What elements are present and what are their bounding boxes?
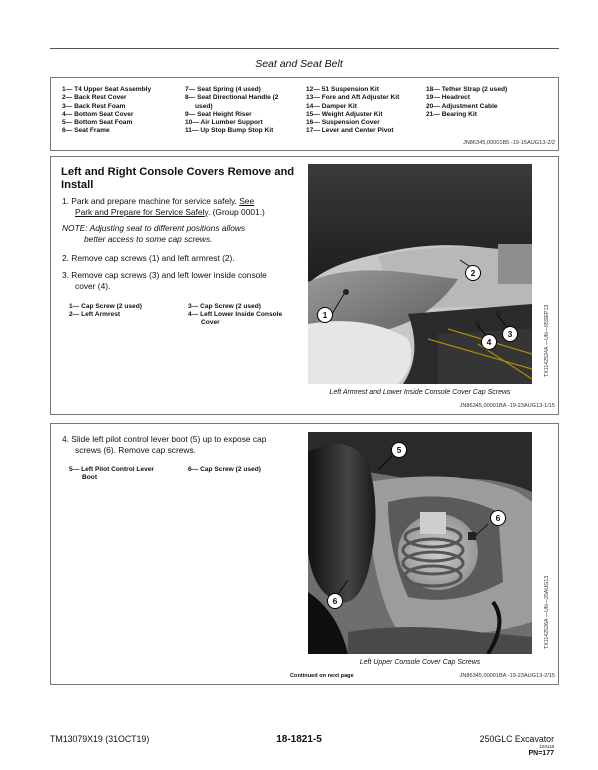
- figure-armrest-photo: [308, 164, 532, 384]
- legend-item: 15— Weight Adjuster Kit: [306, 110, 383, 118]
- note-line-2: better access to some cap screws.: [84, 233, 213, 244]
- legend-item: 11— Up Stop Bump Stop Kit: [185, 127, 274, 135]
- legend-item: 12— 51 Suspension Kit: [306, 86, 379, 93]
- figure-code: TX1142524A —UN—05SEP13: [544, 304, 550, 377]
- step-1-group: . (Group 0001.): [207, 206, 265, 217]
- legend-item: 6— Seat Frame: [62, 127, 110, 135]
- legend-item: 13— Fore and Aft Adjuster Kit: [306, 94, 400, 102]
- step-3-line-1: 3. Remove cap screws (3) and left lower inside console: [62, 270, 267, 280]
- legend-item: Cover: [201, 319, 220, 326]
- legend-col-3: [306, 86, 399, 136]
- legend-item: 6— Cap Screw (2 used): [188, 466, 261, 473]
- figure-caption: Left Armrest and Lower Inside Console Cover Cap Screws: [329, 389, 511, 396]
- callout-3: 3: [502, 326, 518, 342]
- legend-item: 7— Seat Spring (4 used): [185, 86, 261, 93]
- figure-caption: Left Upper Console Cover Cap Screws: [359, 659, 481, 666]
- legend-item: 3— Back Rest Foam: [62, 102, 126, 110]
- legend-item: Boot: [82, 474, 98, 481]
- legend-item: 17— Lever and Center Pivot: [306, 127, 394, 135]
- fig1-legend-left: [69, 303, 142, 319]
- page-number: 18-1821-5: [276, 734, 322, 745]
- legend-item: 19— Headrect: [426, 94, 470, 102]
- legend-item: 10— Air Lumber Support: [185, 119, 263, 127]
- step-3: [62, 270, 267, 291]
- callout-6: 6: [490, 510, 506, 526]
- legend-item: 5— Left Pilot Control Lever: [69, 466, 154, 473]
- procedure-title: Left and Right Console Covers Remove and Install: [61, 166, 295, 191]
- reference-code: JN86345,00001B5 -19-15AUG13-2/2: [462, 140, 555, 146]
- model-name: 250GLC Excavator: [479, 734, 554, 744]
- figure-code: TX1142526A —UN—20AUG13: [544, 575, 550, 649]
- legend-item: 14— Damper Kit: [306, 102, 357, 110]
- legend-item: 1— T4 Upper Seat Assembly: [62, 86, 152, 93]
- legend-item: 18— Tether Strap (2 used): [426, 86, 508, 93]
- legend-item: 4— Bottom Seat Cover: [62, 110, 134, 118]
- pn-label: PN=177: [528, 750, 554, 757]
- legend-item: 4— Left Lower Inside Console: [188, 311, 283, 318]
- callout-2: 2: [465, 265, 481, 281]
- header-rule: [50, 48, 559, 49]
- legend-col-4: [426, 86, 507, 119]
- legend-item: 1— Cap Screw (2 used): [69, 303, 142, 310]
- note: [62, 223, 245, 244]
- continued-note: Continued on next page: [290, 673, 354, 679]
- step-4-line-2: screws (6). Remove cap screws.: [75, 444, 196, 455]
- fig2-legend-right: [188, 466, 261, 474]
- step-2: 2. Remove cap screws (1) and left armrest (2).: [62, 253, 235, 263]
- see-link[interactable]: See: [239, 196, 255, 206]
- fig2-legend-left: [69, 466, 154, 482]
- step-3-line-2: cover (4).: [75, 280, 111, 291]
- legend-item: 9— Seat Height Riser: [185, 110, 252, 118]
- note-line-1: NOTE: Adjusting seat to different positions allows: [62, 223, 246, 233]
- reference-code: JN86345,00001BA -19-23AUG13-1/15: [459, 403, 555, 409]
- legend-item: 2— Back Rest Cover: [62, 94, 127, 102]
- section-title: Seat and Seat Belt: [255, 58, 343, 70]
- legend-item: 16— Suspension Cover: [306, 119, 380, 127]
- legend-item: 21— Bearing Kit: [426, 110, 477, 118]
- park-prepare-link[interactable]: Park and Prepare for Service Safely: [75, 206, 208, 217]
- callout-5: 5: [391, 442, 407, 458]
- reference-code: JN86345,00001BA -19-23AUG13-2/15: [459, 673, 555, 679]
- legend-col-2: [185, 86, 278, 136]
- footer-small-code: 103118: [539, 744, 554, 749]
- figure-pilot-lever-photo: [308, 432, 532, 654]
- step-4-line-1: 4. Slide left pilot control lever boot (5) up to expose cap: [62, 434, 267, 444]
- legend-col-1: [62, 86, 151, 136]
- callout-1: 1: [317, 307, 333, 323]
- callout-6: 6: [327, 593, 343, 609]
- step-4: [62, 434, 266, 455]
- document-id: TM13079X19 (31OCT19): [50, 734, 150, 744]
- legend-item: 8— Seat Directional Handle (2: [185, 94, 279, 102]
- legend-item: 2— Left Armrest: [69, 311, 121, 318]
- step-1: [62, 196, 302, 217]
- legend-item: 5— Bottom Seat Foam: [62, 119, 133, 127]
- step-1-text: 1. Park and prepare machine for service safely.: [62, 196, 240, 206]
- legend-item: used): [195, 102, 213, 110]
- pilot-lever-photo-drawing: [308, 432, 532, 654]
- footer-model: [480, 734, 554, 757]
- legend-item: 20— Adjustment Cable: [426, 102, 498, 110]
- callout-4: 4: [481, 334, 497, 350]
- fig1-legend-right: [188, 303, 282, 327]
- armrest-photo-drawing: [308, 164, 532, 384]
- legend-item: 3— Cap Screw (2 used): [188, 303, 261, 310]
